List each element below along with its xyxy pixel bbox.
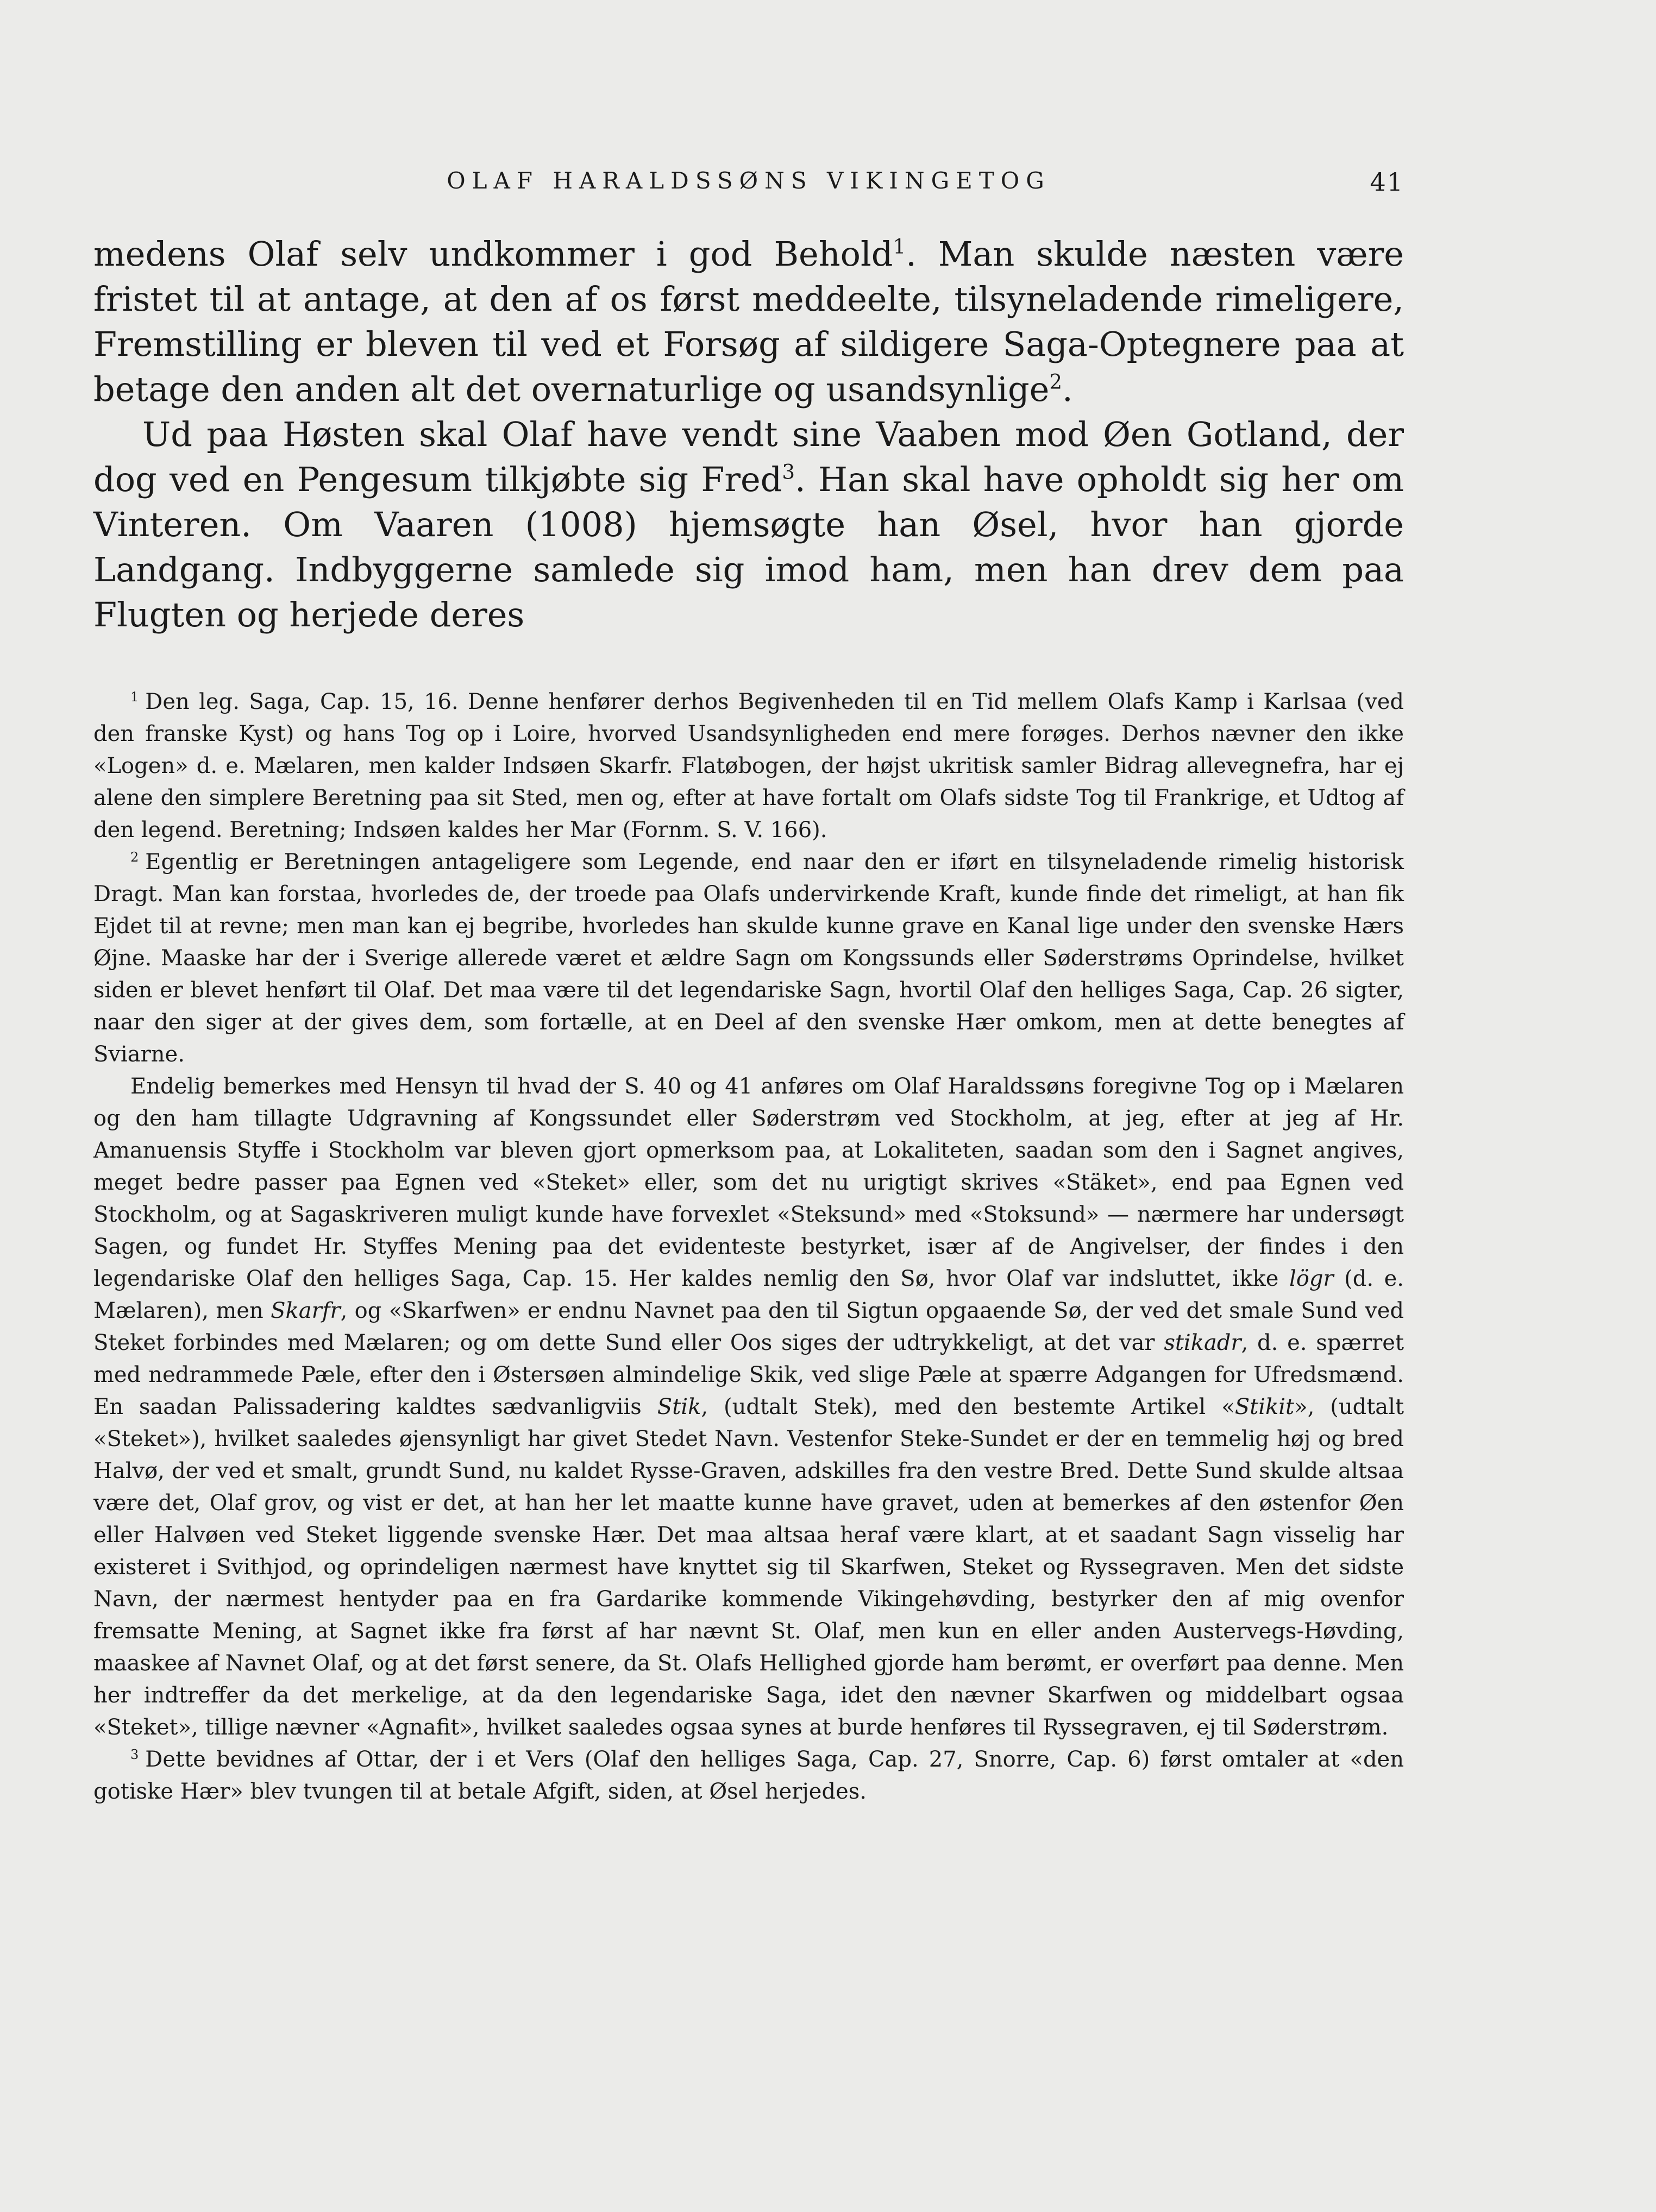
addendum-text-4: , d. e. spærret med nedrammede Pæle, efter den i Østersøen almindelige Skik, ved slige Pæle at spærre Adgangen for Ufredsmænd. En saadan Palissadering kaldtes sædvanligviis [93,1330,1404,1419]
footnote-1-text: Den leg. Saga, Cap. 15, 16. Denne henfører derhos Begivenheden til en Tid mellem Olafs Kamp i Karlsaa (ved den franske Kyst) og hans Tog op i Loire, hvorved Usandsynligheden end mere forøges. Derhos nævner den ikke «Logen» d. e. Mælaren, men kalder Indsøen Skarfr. Flatøbogen, der højst ukritisk samler Bidrag allevegnefra, har ej alene den simplere Beretning paa sit Sted, men og, efter at have fortalt om Olafs sidste Tog til Frankrige, et Udtog af den legend. Beretning; Indsøen kaldes her Mar (Fornm. S. V. 166). [93,689,1404,843]
addendum-text-5: , (udtalt Stek), med den bestemte Artikel « [701,1394,1235,1419]
footnote-2-addendum [93,1071,1404,1744]
footnote-2-text: Egentlig er Beretningen antageligere som Legende, end naar den er iført en tilsyneladende rimelig historisk Dragt. Man kan forstaa, hvorledes de, der troede paa Olafs undervirkende Kraft, kunde finde det rimeligt, at han fik Ejdet til at revne; men man kan ej begribe, hvorledes han skulde kunne grave en Kanal lige under den svenske Hærs Øjne. Maaske har der i Sverige allerede været et ældre Sagn om Kongssunds eller Søderstrøms Oprindelse, hvilket siden er blevet henført til Olaf. Det maa være til det legendariske Sagn, hvortil Olaf den helliges Saga, Cap. 26 sigter, naar den siger at der gives dem, som fortælle, at en Deel af den svenske Hær omkom, men at dette benegtes af Sviarne. [93,850,1404,1067]
addendum-italic-3: stikadr [1164,1330,1241,1355]
addendum-italic-1: lögr [1289,1266,1334,1291]
running-head [93,163,1404,206]
addendum-italic-5: Stikit [1234,1394,1295,1419]
footnote-3 [93,1744,1404,1808]
footnote-2-mark: 2 [130,849,139,865]
footnote-ref-1: 1 [893,234,906,259]
footnote-1 [93,686,1404,846]
footnote-1-mark: 1 [130,689,139,705]
footnote-ref-2: 2 [1049,369,1063,394]
body-paragraph-1 [93,231,1404,412]
footnote-3-text: Dette bevidnes af Ottar, der i et Vers (Olaf den helliges Saga, Cap. 27, Snorre, Cap. 6) først omtaler at «den gotiske Hær» blev tvungen til at betale Afgift, siden, at Øsel herjedes. [93,1747,1404,1804]
addendum-italic-4: Stik [657,1394,701,1419]
body-text [93,231,1404,637]
footnote-2 [93,846,1404,1071]
running-title: OLAF HARALDSSØNS VIKINGETOG [447,167,1051,194]
body-paragraph-1-end: . [1062,369,1073,409]
footnotes [93,686,1404,1808]
addendum-text-1: Endelig bemerkes med Hensyn til hvad der S. 40 og 41 anføres om Olaf Haraldssøns foregivne Tog op i Mælaren og den ham tillagte Udgravning af Kongssundet eller Søderstrøm ved Stockholm, at jeg, efter at jeg af Hr. Amanuensis Styffe i Stockholm var bleven gjort opmerksom paa, at Lokaliteten, saadan som den i Sagnet angives, meget bedre passer paa Egnen ved «Steket» eller, som det nu urigtigt skrives «Stäket», end paa Egnen ved Stockholm, og at Sagaskriveren muligt kunde have forvexlet «Steksund» med «Stoksund» — nærmere har undersøgt Sagen, og fundet Hr. Styffes Mening paa det evidenteste bestyrket, især af de Angivelser, der findes i den legendariske Olaf den helliges Saga, Cap. 15. Her kaldes nemlig den Sø, hvor Olaf var indsluttet, ikke [93,1074,1404,1291]
addendum-text-3: , og «Skarfwen» er endnu Navnet paa den til Sigtun opgaaende Sø, der ved det smale Sund ved Steket forbindes med Mælaren; og om dette Sund eller Oos siges der udtrykkeligt, at det var [93,1298,1404,1355]
addendum-italic-2: Skarfr [271,1298,341,1323]
body-paragraph-2 [93,412,1404,637]
addendum-text-6: », (udtalt «Steket»), hvilket saaledes øjensynligt har givet Stedet Navn. Vestenfor Steke-Sundet er der en temmelig høj og bred Halvø, der ved et smalt, grundt Sund, nu kaldet Rysse-Graven, adskilles fra den vestre Bred. Dette Sund skulde altsaa være det, Olaf grov, og vist er det, at han her let maatte kunne have gravet, uden at bemerkes af den østenfor Øen eller Halvøen ved Steket liggende svenske Hær. Det maa altsaa heraf være klart, at et saadant Sagn visselig har existeret i Svithjod, og oprindeligen nærmest have knyttet sig til Skarfwen, Steket og Ryssegraven. Men det sidste Navn, der nærmest hentyder paa en fra Gardarike kommende Vikingehøvding, bestyrker den af mig ovenfor fremsatte Mening, at Sagnet ikke fra først af har nævnt St. Olaf, men kun en eller anden Austervegs-Høvding, maaskee af Navnet Olaf, og at det først senere, da St. Olafs Hellighed gjorde ham berømt, er overført paa denne. Men her indtreffer da det merkelige, at da den legendariske Saga, idet den nævner Skarfwen og middelbart ogsaa «Steket», tillige nævner «Agnafit», hvilket saaledes ogsaa synes at burde henføres til Ryssegraven, ej til Søderstrøm. [93,1394,1404,1740]
body-paragraph-1-text: medens Olaf selv undkommer i god Behold [93,234,893,274]
page [93,163,1404,1808]
page-number: 41 [1370,167,1404,197]
body-paragraph-2-text-2: . Han skal have opholdt sig her om Vinteren. Om Vaaren (1008) hjemsøgte han Øsel, hvor han gjorde Landgang. Indbyggerne samlede sig imod ham, men han drev dem paa Flugten og herjede deres [93,460,1404,634]
body-paragraph-2-text: Ud paa Høsten skal Olaf have vendt sine Vaaben mod Øen Gotland, der dog ved en Pengesum tilkjøbte sig Fred [93,414,1404,499]
footnote-ref-3: 3 [782,460,795,484]
body-paragraph-1-text-2: . Man skulde næsten være fristet til at antage, at den af os først meddeelte, tilsyneladende rimeligere, Fremstilling er bleven til ved et Forsøg af sildigere Saga-Optegnere paa at betage den anden alt det overnaturlige og usandsynlige [93,234,1404,409]
addendum-text-2: (d. e. Mælaren), men [93,1266,1404,1323]
footnote-3-mark: 3 [130,1746,139,1762]
